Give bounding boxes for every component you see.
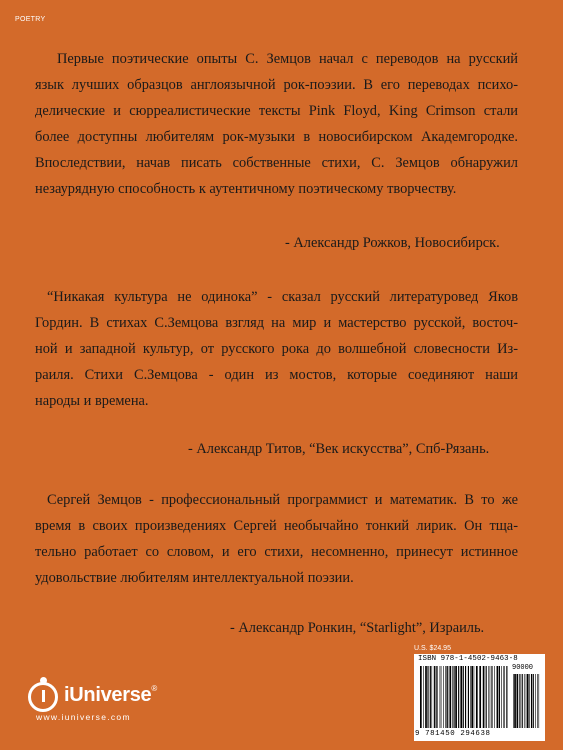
review-1-line: Первые поэтические опыты С. Земцов начал с переводов на русский: [57, 51, 518, 67]
barcode-bar: [535, 674, 536, 728]
barcode-bar: [526, 674, 527, 728]
barcode-bar: [519, 674, 520, 728]
review-2-line: раиля. Стихи С.Земцова - один из мостов, которые соединяют наши: [35, 367, 518, 383]
barcode-bar: [449, 666, 451, 728]
barcode-bar: [430, 666, 431, 728]
barcode-bar: [513, 674, 514, 728]
barcode-bar: [491, 666, 492, 728]
barcode-bar: [474, 666, 475, 728]
review-2-line: народы и времена.: [35, 393, 149, 409]
publisher-website: www.iuniverse.com: [36, 712, 131, 722]
barcode-addon-number: 90000: [512, 664, 534, 672]
barcode-bar: [501, 666, 502, 728]
publisher-logo: [28, 680, 208, 722]
barcode-bar: [537, 674, 538, 728]
barcode-bar: [437, 666, 438, 728]
review-2-line: Гордин. В стихах С.Земцова взгляд на мир и мастерство русской, восточ-: [35, 315, 518, 331]
barcode-bar: [441, 666, 442, 728]
iuniverse-logo-icon: [28, 682, 58, 712]
review-paragraph-2: [35, 284, 518, 414]
barcode-bar: [476, 666, 478, 728]
barcode-bar: [434, 666, 435, 728]
barcode-bar: [463, 666, 464, 728]
review-2-line: “Никакая культура не одинока” - сказал русский литературовед Яков: [47, 289, 518, 305]
review-1-line: язык лучших образцов англоязычной рок-поэзии. В его переводах психо-: [35, 77, 518, 93]
barcode-bar: [458, 666, 459, 728]
barcode-bar: [539, 674, 540, 728]
isbn-barcode: [414, 645, 545, 741]
barcode-bar: [479, 666, 481, 728]
barcode-bar: [468, 666, 469, 728]
barcode-bar: [531, 674, 532, 728]
barcode-bar: [488, 666, 489, 728]
review-3-line: удовольствие любителям интеллектуальной поэзии.: [35, 570, 354, 586]
barcode-bar: [423, 666, 424, 728]
barcode-panel: [414, 654, 545, 741]
ean-digits: 9 781450 294638: [415, 730, 491, 738]
review-1-line: более доступны любителям рок-музыки в новосибирском Академгородке.: [35, 129, 518, 145]
review-1-attribution: - Александр Рожков, Новосибирск.: [285, 235, 500, 251]
barcode-bar: [497, 666, 499, 728]
barcode-bar: [443, 666, 444, 728]
genre-label: POETRY: [15, 16, 46, 23]
barcode-bar: [471, 666, 473, 728]
review-3-line: тельно работает со словом, и его стихи, несомненно, принесут истинное: [35, 544, 518, 560]
barcode-bar: [447, 666, 448, 728]
ean-barcode-bars: [420, 666, 508, 728]
barcode-bar: [440, 666, 441, 728]
barcode-bar: [460, 666, 462, 728]
barcode-bar: [436, 666, 437, 728]
barcode-bar: [490, 666, 491, 728]
barcode-bar: [486, 666, 487, 728]
barcode-bar: [514, 674, 516, 728]
barcode-bar: [499, 666, 500, 728]
review-1-line: незаурядную способность к аутентичному поэтическому творчеству.: [35, 181, 457, 197]
barcode-bar: [483, 666, 485, 728]
review-3-attribution: - Александр Ронкин, “Starlight”, Израиль.: [230, 620, 485, 636]
review-3-line: Сергей Земцов - профессиональный программист и математик. В то же: [47, 492, 518, 508]
addon-barcode-bars: [513, 674, 541, 728]
barcode-bar: [432, 666, 433, 728]
review-2-line: ной и западной культур, от русского рока до волшебной словесности Из-: [35, 341, 518, 357]
barcode-bar: [465, 666, 466, 728]
review-1-line: Впоследствии, начав писать собственные стихи, С. Земцов обнаружил: [35, 155, 518, 171]
barcode-bar: [527, 674, 529, 728]
barcode-bar: [427, 666, 428, 728]
barcode-bar: [522, 674, 523, 728]
barcode-bar: [454, 666, 455, 728]
review-paragraph-1: [35, 46, 518, 202]
publisher-name: iUniverse®: [64, 684, 157, 706]
barcode-bar: [533, 674, 534, 728]
barcode-bar: [455, 666, 457, 728]
price-label: U.S. $24.95: [414, 645, 451, 652]
barcode-bar: [506, 666, 507, 728]
review-3-line: время в своих произведениях Сергей необычайно тонкий лирик. Он тща-: [35, 518, 518, 534]
barcode-bar: [503, 666, 504, 728]
review-1-line: делические и сюрреалистические тексты Pink Floyd, King Crimson стали: [35, 103, 518, 119]
review-paragraph-3: [35, 487, 518, 591]
isbn-number: ISBN 978-1-4502-9463-8: [418, 655, 518, 663]
barcode-bar: [470, 666, 471, 728]
barcode-bar: [529, 674, 530, 728]
barcode-bar: [420, 666, 422, 728]
barcode-bar: [452, 666, 453, 728]
barcode-bar: [494, 666, 495, 728]
barcode-bar: [524, 674, 525, 728]
review-2-attribution: - Александр Титов, “Век искусства”, Спб-Рязань.: [188, 441, 490, 457]
barcode-bar: [425, 666, 427, 728]
barcode-bar: [517, 674, 519, 728]
barcode-bar: [445, 666, 446, 728]
